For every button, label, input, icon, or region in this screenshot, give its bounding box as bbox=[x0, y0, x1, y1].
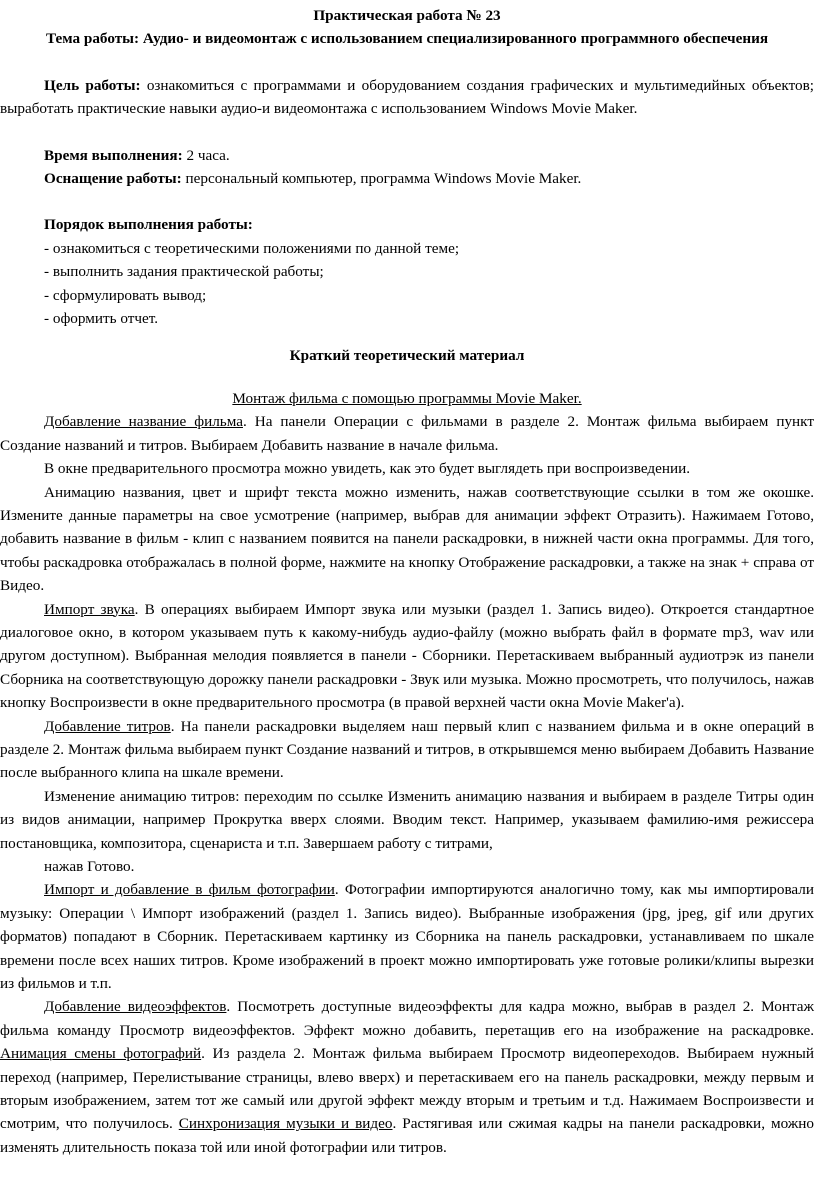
time-text: 2 часа. bbox=[182, 146, 230, 164]
goal-text: ознакомиться с программами и оборудованием создания графических и мультимедийных объектов; выработать практические навыки аудио-и видеомонтажа с использованием Windows Movie Maker. bbox=[0, 76, 814, 118]
spacer bbox=[0, 121, 814, 144]
section-title: Синхронизация музыки и видео bbox=[178, 1115, 393, 1133]
paragraph: В окне предварительного просмотра можно увидеть, как это будет выглядеть при воспроизведении. bbox=[44, 460, 691, 478]
section-title: Добавление название фильма bbox=[44, 413, 243, 431]
spacer bbox=[0, 190, 814, 213]
section-text: . На панели Операции с фильмами в разделе 2. Монтаж фильма выбираем пункт Создание названий и титров. Выбираем Добавить название в начале фильма. bbox=[0, 413, 814, 454]
list-item: - сформулировать вывод; bbox=[44, 286, 207, 304]
list-item: - выполнить задания практической работы; bbox=[44, 263, 324, 281]
procedure-list bbox=[0, 237, 814, 331]
section-title: Импорт и добавление в фильм фотографии bbox=[44, 881, 335, 899]
equipment-text: персональный компьютер, программа Windows Movie Maker. bbox=[181, 170, 582, 188]
spacer bbox=[0, 368, 814, 387]
section-title: Импорт звука bbox=[44, 600, 135, 618]
spacer bbox=[0, 330, 814, 344]
montage-heading: Монтаж фильма с помощью программы Movie Maker. bbox=[232, 389, 582, 407]
time-paragraph bbox=[0, 144, 814, 167]
theory-heading: Краткий теоретический материал bbox=[289, 347, 525, 365]
equipment-paragraph bbox=[0, 167, 814, 190]
section-title: Добавление видеоэффектов bbox=[44, 998, 227, 1016]
section-text: . Из раздела 2. Монтаж фильма выбираем Просмотр видеопереходов. Выбираем нужный переход (например, Перелистывание страницы, влево вверх) и перетаскиваем его на панель раскадровки, между первым и вторым изображением, затем тот же самый или другой эффект между вторым и третьим и т.д. Нажимаем Воспроизвести и смотрим, что получилось. bbox=[0, 1045, 814, 1133]
section-title-paragraph bbox=[0, 995, 814, 1159]
section-text: . В операциях выбираем Импорт звука или музыки (раздел 1. Запись видео). Откроется стандартное диалоговое окно, в котором указываем путь к какому-нибудь аудио-файлу (можно выбрать файл в формате mp3, wav или другом доступном). Выбранная мелодия появляется в панели - Сборники. Перетаскиваем выбранный аудиотрэк из панели Сборника на соответствующую дорожку панели раскадровки - Звук или музыка. Можно просмотреть, что получилось, нажав кнопку Воспроизвести в окне предварительного просмотра (в правой верхней части окна Movie Maker'a). bbox=[0, 600, 814, 712]
section-text: . Растягивая или сжимая кадры на панели раскадровки, можно изменять длительность показа той или иной фотографии или титров. bbox=[0, 1115, 814, 1156]
page-title: Практическая работа № 23 bbox=[313, 7, 501, 24]
paragraph: нажав Готово. bbox=[44, 858, 135, 875]
procedure-heading bbox=[0, 213, 814, 236]
goal-label: Цель работы: bbox=[44, 76, 141, 94]
section-title: Добавление титров bbox=[44, 717, 171, 735]
time-label: Время выполнения: bbox=[44, 146, 183, 164]
section-title-paragraph bbox=[0, 410, 814, 457]
list-item: - ознакомиться с теоретическими положениями по данной теме; bbox=[44, 239, 460, 257]
equipment-label: Оснащение работы: bbox=[44, 170, 182, 188]
paragraph: Анимацию названия, цвет и шрифт текста можно изменить, нажав соответствующие ссылки в том же окошке. Измените данные параметры на свое усмотрение (например, выбрав для анимации эффект Отразить). Нажимаем Готово, добавить название в фильм - клип с названием появится на панели раскадровки, в нижней части окна программы. Для того, чтобы раскадровка отображалась в полной форме, нажмите на кнопку Отображение раскадровки, а также на знак + справа от Видео. bbox=[0, 483, 814, 595]
section-text: . Фотографии импортируются аналогично тому, как мы импортировали музыку: Операции \ Импорт изображений (раздел 1. Запись видео). Выбранные изображения (jpg, jpeg, gif или других форматов) попадают в Сборник. Перетаскиваем картинку из Сборника на панель раскадровки, устанавливаем по шкале времени после всех наших титров. Кроме изображений в проект можно импортировать уже готовые ролики/клипы вырезки из фильмов и т.п. bbox=[0, 881, 814, 993]
section-title-paragraph bbox=[0, 715, 814, 785]
paragraph: Изменение анимацию титров: переходим по ссылке Изменить анимацию названия и выбираем в разделе Титры один из видов анимации, например Прокрутка вверх слоями. Вводим текст. Например, указываем фамилию-имя режиссера постановщика, композитора, сценариста и т.п. Завершаем работу с титрами, bbox=[0, 787, 814, 852]
section-title-paragraph bbox=[0, 878, 814, 995]
page-subtitle: Тема работы: Аудио- и видеомонтаж с использованием специализированного программного обеспечения bbox=[45, 30, 769, 48]
section-text: . Посмотреть доступные видеоэффекты для кадра можно, выбрав в раздел 2. Монтаж фильма команду Просмотр видеоэффектов. Эффект можно добавить, перетащив его на изображение на раскадровке. bbox=[0, 998, 815, 1039]
section-text: . На панели раскадровки выделяем наш первый клип с названием фильма и в окне операций в разделе 2. Монтаж фильма выбираем пункт Создание названий и титров, в открывшемся меню выбираем Добавить Название после выбранного клипа на шкале времени. bbox=[0, 717, 814, 782]
section-title: Анимация смены фотографий bbox=[0, 1045, 202, 1063]
goal-paragraph bbox=[0, 74, 814, 121]
procedure-label: Порядок выполнения работы: bbox=[44, 216, 253, 234]
spacer bbox=[0, 51, 814, 74]
list-item: - оформить отчет. bbox=[44, 310, 159, 328]
section-title-paragraph bbox=[0, 598, 814, 715]
